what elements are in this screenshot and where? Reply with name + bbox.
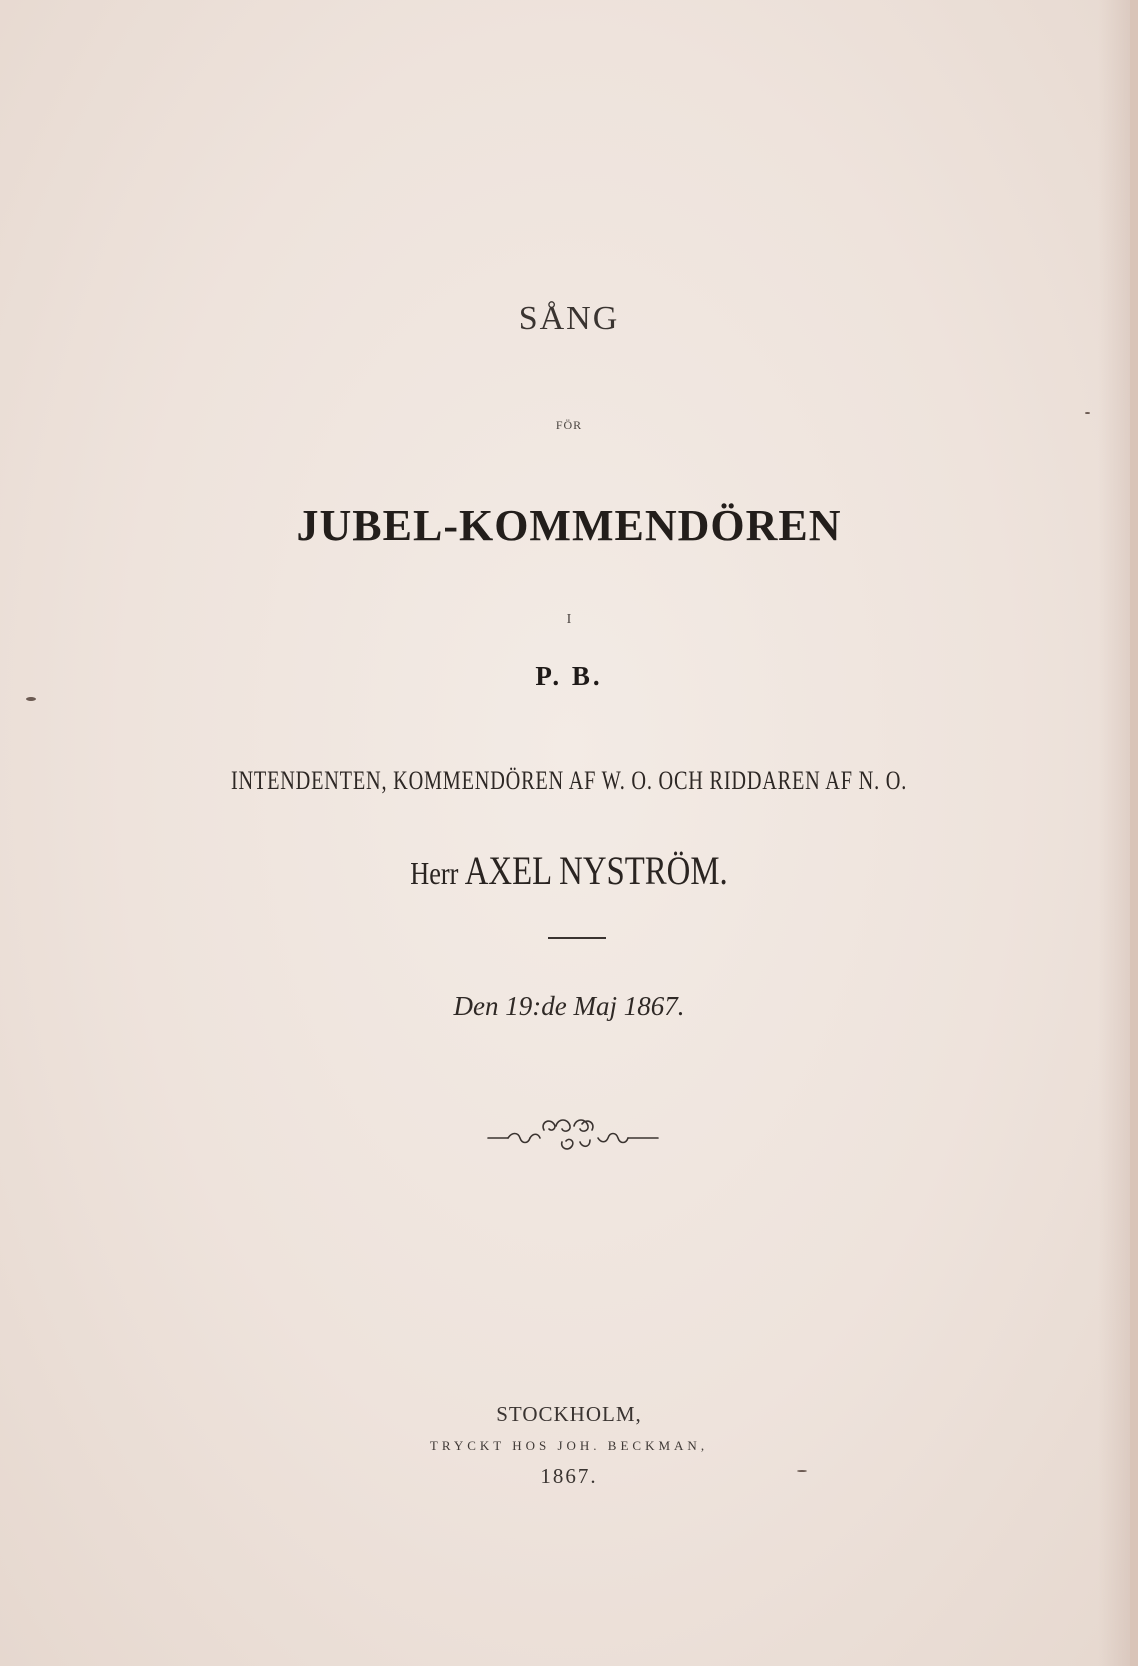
imprint-year: 1867. [540, 1464, 598, 1488]
title-for: FÖR [555, 418, 583, 432]
title-pb: P. B. [535, 661, 603, 691]
paper-speck [26, 697, 36, 701]
herr-prefix: Herr [410, 855, 459, 891]
printers-ornament-icon [484, 1108, 664, 1158]
title-date: Den 19:de Maj 1867. [453, 991, 685, 1021]
title-herr-line [102, 847, 1035, 894]
title-intendent: INTENDENTEN, KOMMENDÖREN AF W. O. OCH RIDDAREN AF N. O. [230, 766, 908, 795]
title-i: I [566, 612, 572, 627]
divider-rule [548, 937, 606, 939]
imprint-printer: TRYCKT HOS JOH. BECKMAN, [429, 1438, 709, 1453]
title-jubel-kommendoren: JUBEL-KOMMENDÖREN [296, 501, 842, 550]
paper-speck [797, 1470, 807, 1472]
imprint-place: STOCKHOLM, [496, 1402, 642, 1426]
title-sang: SÅNG [518, 300, 620, 337]
herr-name: AXEL NYSTRÖM. [464, 848, 728, 893]
paper-speck [1085, 412, 1090, 414]
